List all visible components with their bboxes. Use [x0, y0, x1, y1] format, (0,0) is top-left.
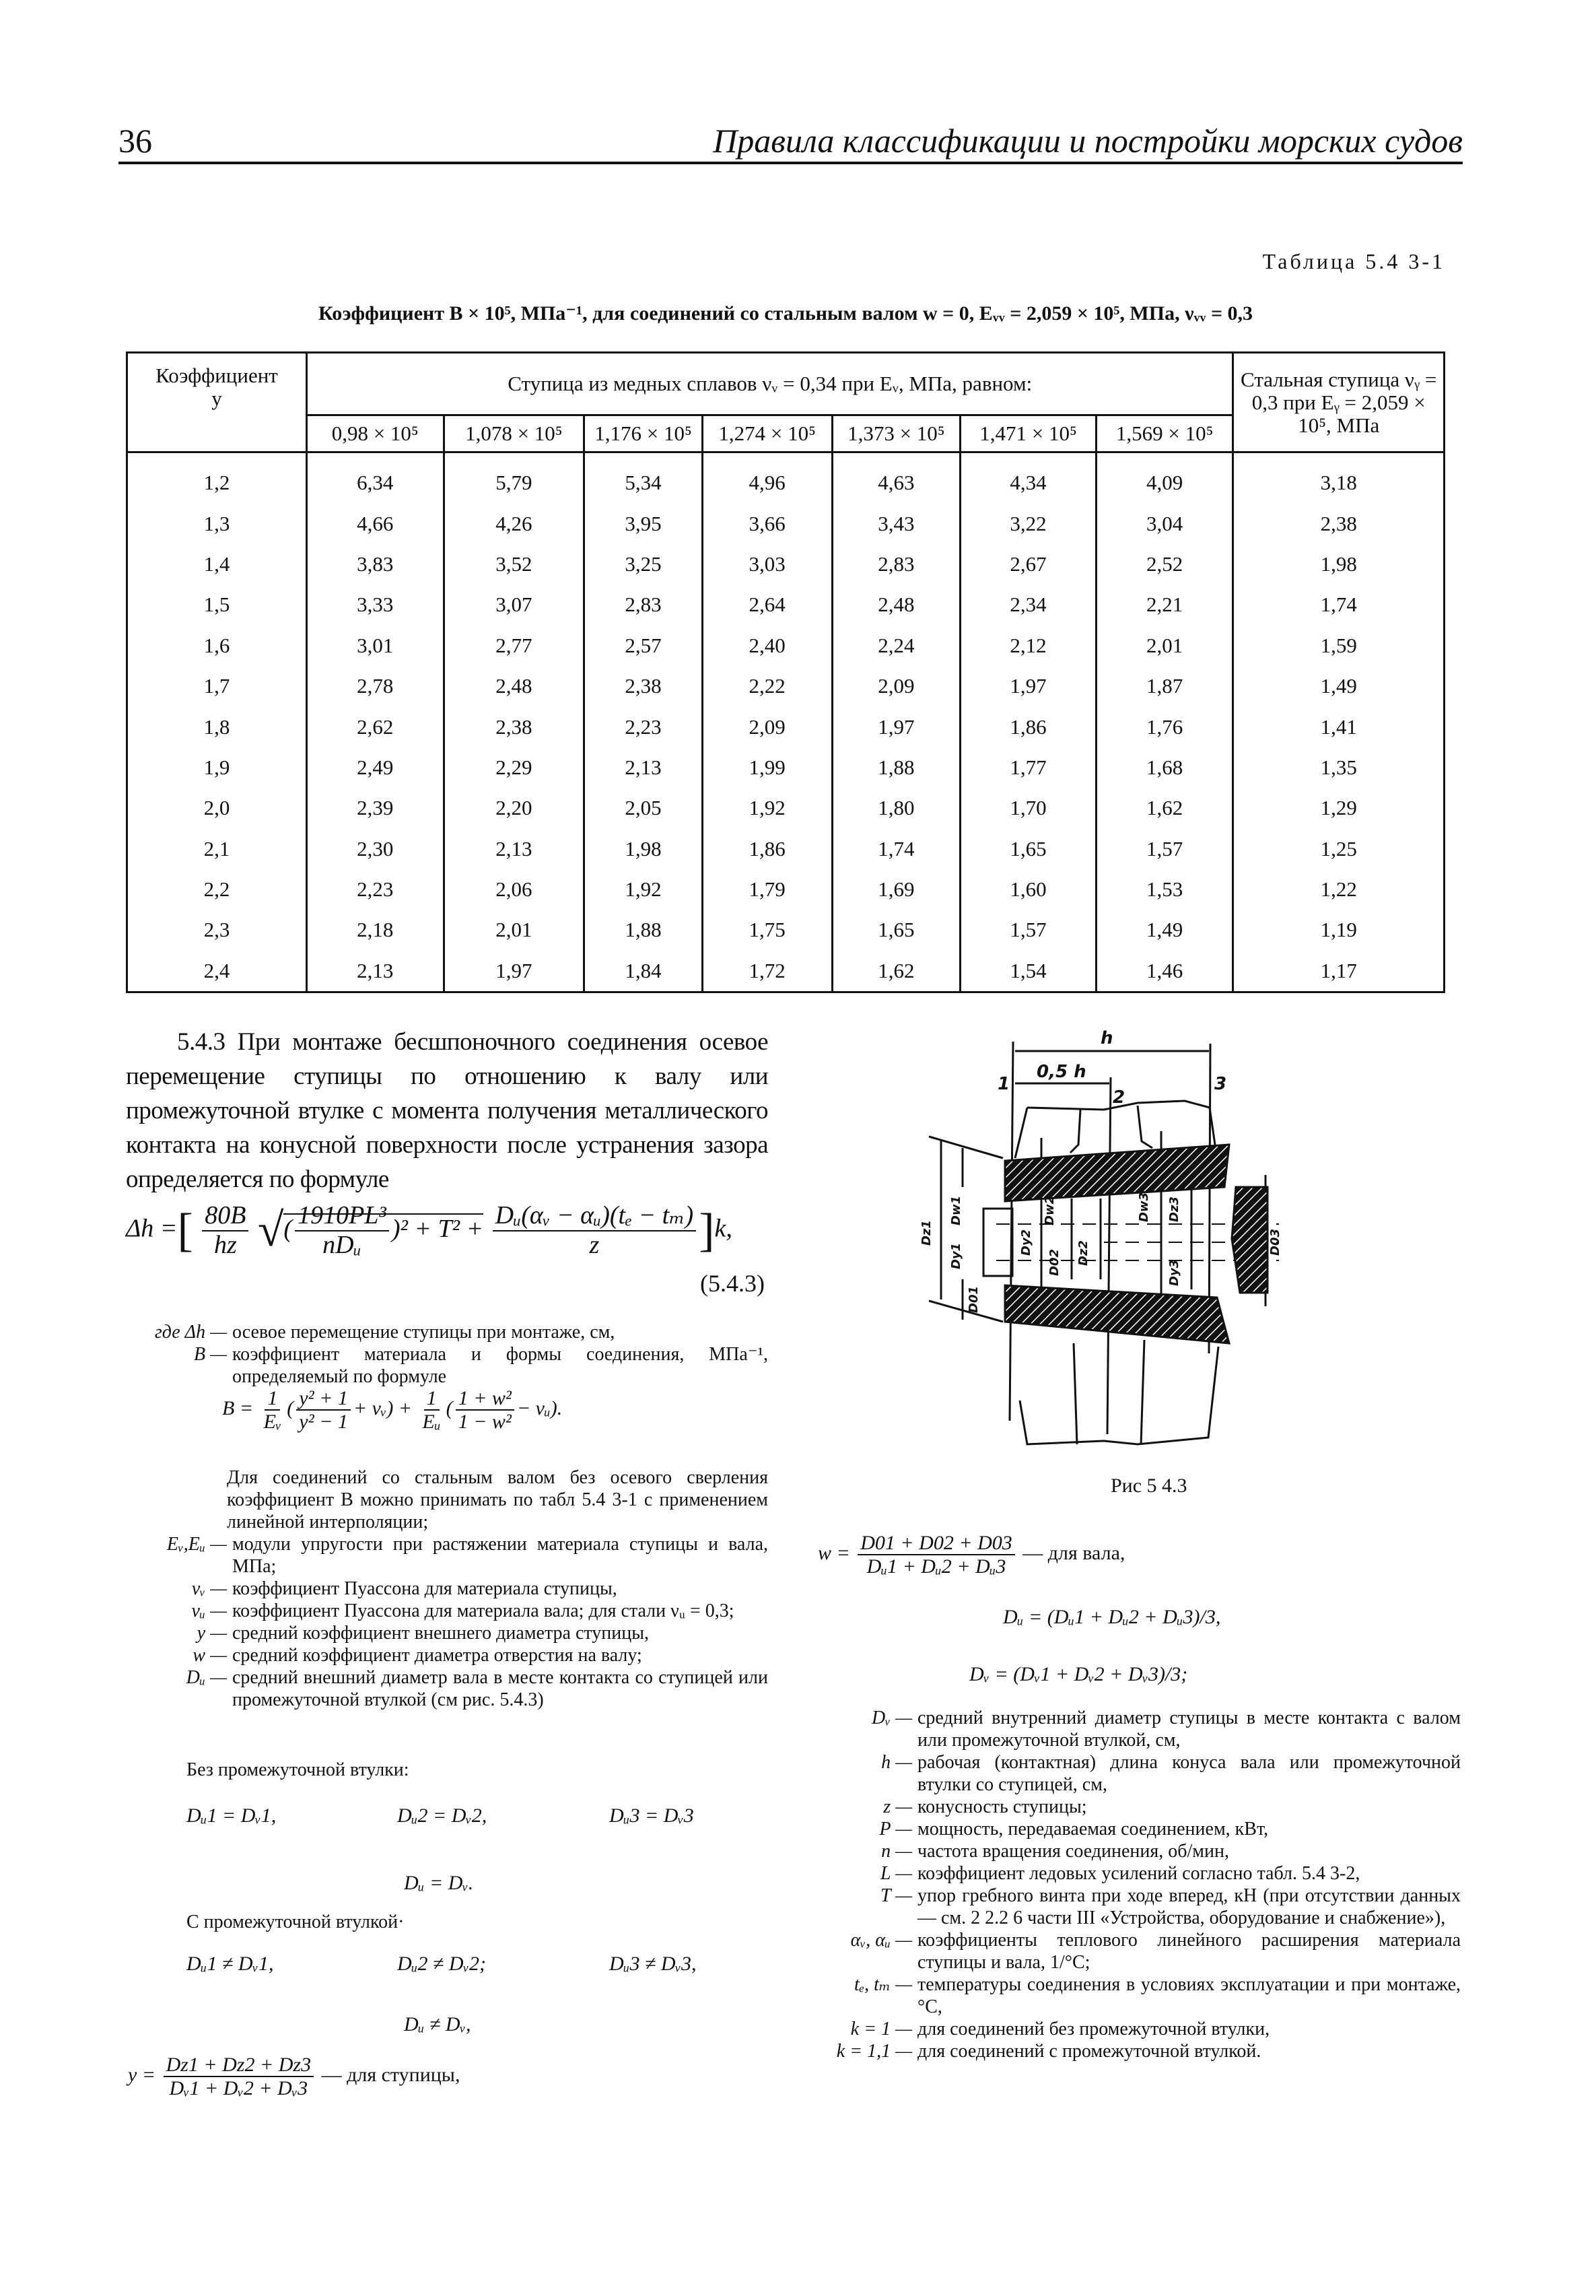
definition-symbol: αᵥ, αᵤ — [850, 1930, 912, 1951]
label-h: h [1101, 1028, 1113, 1048]
value-cell: 3,25 [584, 544, 703, 584]
b-part: − νᵤ). [516, 1396, 563, 1419]
value-cell: 1,76 [1096, 706, 1233, 747]
numerator: 1 [265, 1387, 280, 1411]
definition-symbol: Dᵤ — [186, 1667, 227, 1688]
denominator: 1 − w² [458, 1411, 512, 1433]
table-row [127, 666, 1445, 706]
value-cell: 1,75 [702, 910, 832, 950]
table-row [127, 951, 1445, 992]
table-row [127, 584, 1445, 625]
value-cell: 1,88 [832, 747, 961, 788]
w-lhs: w = [818, 1541, 850, 1564]
definition-text: коэффициент ледовых усилений согласно табл. 5.4 3-2, [917, 1863, 1360, 1884]
fraction [493, 1202, 697, 1260]
value-cell: 2,48 [832, 584, 961, 625]
definition-text: для соединений с промежуточной втулкой. [917, 2041, 1261, 2062]
value-cell: 1,88 [584, 910, 703, 950]
denominator: Eᵥ [263, 1411, 282, 1433]
value-cell: 1,74 [1233, 584, 1445, 625]
value-cell: 1,79 [702, 869, 832, 910]
value-cell: 1,60 [961, 869, 1097, 910]
coefficient-y-cell: 1,7 [127, 666, 307, 706]
eq-with-total: Dᵤ ≠ Dᵥ, [404, 2013, 471, 2035]
value-cell: 1,92 [584, 869, 703, 910]
coefficient-y-cell: 2,2 [127, 869, 307, 910]
value-cell: 2,24 [832, 626, 961, 666]
figure-caption: Рис 5 4.3 [1111, 1475, 1187, 1497]
label-dz3: Dz3 [1167, 1196, 1181, 1222]
value-cell: 2,23 [584, 706, 703, 747]
value-cell: 4,34 [961, 452, 1097, 504]
value-cell: 3,33 [306, 584, 444, 625]
value-cell: 3,01 [306, 626, 444, 666]
value-cell: 2,52 [1096, 544, 1233, 584]
numerator: 1 [424, 1387, 440, 1411]
table-label: Таблица 5.4 3-1 [1262, 249, 1445, 273]
table-row [127, 788, 1445, 828]
value-cell: 1,41 [1233, 706, 1445, 747]
with-sleeve-label: С промежуточной втулкой· [186, 1912, 405, 1932]
numerator: y² + 1 [296, 1387, 351, 1411]
definition-symbol: z — [883, 1796, 912, 1817]
definition-item [818, 2040, 1461, 2062]
section-paragraph: 5.4.3 При монтаже бесшпоночного соединения осевое перемещение ступицы по отношению к валу или промежуточной втулке с момента получения металлического контакта на конусной поверхности после устранения зазора определяется по формуле [126, 1028, 768, 1193]
value-cell: 2,64 [702, 584, 832, 625]
value-cell: 1,80 [832, 788, 961, 828]
coefficient-y-cell: 2,3 [127, 910, 307, 950]
eq-with-3: Dᵤ3 ≠ Dᵥ3, [609, 1953, 697, 1975]
table-row [127, 706, 1445, 747]
label-d03: D03 [1268, 1229, 1282, 1256]
value-cell: 1,46 [1096, 951, 1233, 992]
definition-text: мощность, передаваемая соединением, кВт, [917, 1819, 1269, 1839]
value-cell: 1,57 [1096, 829, 1233, 869]
value-cell: 1,98 [1233, 544, 1445, 584]
definition-text: упор гребного винта при ходе вперед, кН (при отсутствии данных — см. 2 2.2 6 части III «Устройства, оборудование и снабжение»), [917, 1885, 1461, 1928]
value-cell: 1,72 [702, 951, 832, 992]
running-title: Правила классификации и постройки морских судов [713, 122, 1463, 160]
value-cell: 2,23 [306, 869, 444, 910]
definition-text: коэффициенты теплового линейного расширения материала ступицы и вала, 1/°С; [917, 1930, 1461, 1973]
fraction [420, 1387, 444, 1433]
dv-formula: Dᵥ = (Dᵥ1 + Dᵥ2 + Dᵥ3)/3; [969, 1663, 1188, 1685]
value-cell: 2,48 [444, 666, 584, 706]
definition-item [126, 1533, 768, 1578]
formula-lhs: Δh = [126, 1214, 178, 1243]
definition-item [126, 1343, 768, 1388]
value-cell: 2,38 [444, 706, 584, 747]
y-note: — для ступицы, [321, 2063, 460, 2086]
hub-connection-figure [902, 1023, 1282, 1454]
label-dz2: Dz2 [1076, 1240, 1090, 1266]
value-cell: 2,38 [584, 666, 703, 706]
value-cell: 1,59 [1233, 626, 1445, 666]
label-dw3: Dw3 [1137, 1192, 1151, 1222]
definition-text: средний внешний диаметр вала в месте контакта со ступицей или промежуточной втулкой (см рис. 5.4.3) [232, 1667, 768, 1710]
page-number: 36 [118, 122, 152, 160]
definition-symbol: L — [880, 1863, 912, 1884]
table-caption: Коэффициент B × 10⁵, МПа⁻¹, для соединений со стальным валом w = 0, Eᵥᵥ = 2,059 × 10⁵, МПа, νᵥᵥ = 0,3 [318, 302, 1253, 325]
coefficient-y-cell: 1,4 [127, 544, 307, 584]
value-cell: 2,39 [306, 788, 444, 828]
formula-tail: k, [714, 1214, 732, 1243]
header-modulus-2: 1,176 × 10⁵ [584, 415, 703, 452]
value-cell: 1,68 [1096, 747, 1233, 788]
value-cell: 4,96 [702, 452, 832, 504]
numerator: 1 + w² [456, 1387, 514, 1411]
numerator: 1910PL³ [295, 1202, 389, 1231]
label-dw2: Dw2 [1043, 1195, 1057, 1225]
value-cell: 3,04 [1096, 503, 1233, 543]
definition-symbol: B — [194, 1344, 227, 1365]
eq-without-3: Dᵤ3 = Dᵥ3 [609, 1804, 694, 1827]
w-formula [818, 1532, 1125, 1578]
value-cell: 1,70 [961, 788, 1097, 828]
definition-item [126, 1321, 768, 1343]
value-cell: 2,49 [306, 747, 444, 788]
label-section-2: 2 [1113, 1087, 1125, 1108]
value-cell: 2,57 [584, 626, 703, 666]
value-cell: 2,30 [306, 829, 444, 869]
coefficient-y-cell: 1,3 [127, 503, 307, 543]
value-cell: 1,19 [1233, 910, 1445, 950]
label-dw1: Dw1 [949, 1195, 963, 1225]
eq-without-2: Dᵤ2 = Dᵥ2, [397, 1804, 487, 1827]
b-formula: B = $\frac{1}{\text{Eᵥ}}$ ( $\frac{\text{y² + 1}}{\text{y² − 1}}$ + νᵥ) + $\frac{1}{\text{Eᵤ}}$ ( $\frac{\text{1 + w²}}{\text{1 − w²}}$ − νᵤ). [222, 1387, 563, 1433]
definition-symbol: νᵤ — [191, 1600, 227, 1621]
header-modulus-6: 1,569 × 10⁵ [1096, 415, 1233, 452]
value-cell: 5,34 [584, 452, 703, 504]
definition-text: средний внутренний диаметр ступицы в месте контакта с валом или промежуточной втулкой, см, [917, 1708, 1461, 1751]
value-cell: 2,83 [584, 584, 703, 625]
value-cell: 3,43 [832, 503, 961, 543]
label-dy2: Dy2 [1019, 1229, 1033, 1256]
definition-item [818, 1818, 1461, 1840]
header-copper-hub: Ступица из медных сплавов νᵥ = 0,34 при Eᵥ, МПа, равном: [306, 353, 1233, 415]
value-cell: 2,20 [444, 788, 584, 828]
table-row [127, 910, 1445, 950]
header-steel-hub: Стальная ступица νᵧ = 0,3 при Eᵧ = 2,059 × 10⁵, МПа [1233, 353, 1445, 452]
value-cell: 2,29 [444, 747, 584, 788]
definition-symbol: Dᵥ — [872, 1708, 912, 1728]
value-cell: 2,09 [832, 666, 961, 706]
denominator: y² − 1 [299, 1411, 348, 1433]
value-cell: 1,57 [961, 910, 1097, 950]
value-cell: 1,35 [1233, 747, 1445, 788]
definition-symbol: k = 1 — [850, 2019, 912, 2039]
value-cell: 1,87 [1096, 666, 1233, 706]
value-cell: 5,79 [444, 452, 584, 504]
header-rule [118, 162, 1463, 164]
value-cell: 6,34 [306, 452, 444, 504]
label-d02: D02 [1047, 1249, 1062, 1276]
y-lhs: y = [128, 2063, 156, 2086]
denominator: z [589, 1230, 600, 1259]
formula-5-4-3: Δh =[ $\frac{80B}{hz}$ √( $\frac{\text{1910PL³}}{\text{nDᵤ}}$ )² + T² + $\frac{\text{Dᵤ(αᵥ − αᵤ)(tₑ − tₘ)}}{z}$ ]k, [126, 1201, 732, 1259]
value-cell: 2,77 [444, 626, 584, 666]
definition-text: средний коэффициент внешнего диаметра ступицы, [232, 1623, 650, 1644]
definition-symbol: tₑ, tₘ — [854, 1974, 912, 1995]
header-modulus-1: 1,078 × 10⁵ [444, 415, 584, 452]
du-formula: Dᵤ = (Dᵤ1 + Dᵤ2 + Dᵤ3)/3, [1003, 1606, 1221, 1628]
value-cell: 1,22 [1233, 869, 1445, 910]
definition-item [126, 1644, 768, 1666]
value-cell: 1,97 [832, 706, 961, 747]
definition-text: для соединений без промежуточной втулки, [917, 2019, 1270, 2039]
coefficient-y-cell: 2,1 [127, 829, 307, 869]
definition-item [818, 1973, 1461, 2018]
denominator: hz [213, 1230, 237, 1259]
label-dz1: Dz1 [920, 1220, 934, 1246]
definition-symbol: n — [881, 1841, 912, 1862]
definitions-b [126, 1533, 768, 1711]
coefficient-y-cell: 1,8 [127, 706, 307, 747]
value-cell: 1,65 [832, 910, 961, 950]
value-cell: 1,86 [961, 706, 1097, 747]
definitions-c [818, 1707, 1461, 2062]
value-cell: 2,22 [702, 666, 832, 706]
fraction [164, 2054, 314, 2099]
definition-symbol: Eᵥ,Eᵤ — [166, 1534, 227, 1555]
definition-item [818, 2018, 1461, 2040]
b-lhs: B = [222, 1396, 254, 1419]
formula-number: (5.4.3) [700, 1270, 765, 1297]
fraction [456, 1387, 514, 1433]
definition-item [818, 1885, 1461, 1929]
table-row [127, 544, 1445, 584]
fraction [295, 1202, 389, 1260]
eq-without-1: Dᵤ1 = Dᵥ1, [186, 1804, 277, 1827]
value-cell: 1,53 [1096, 869, 1233, 910]
label-section-1: 1 [998, 1074, 1010, 1094]
numerator: Dz1 + Dz2 + Dz3 [164, 2054, 314, 2077]
value-cell: 1,98 [584, 829, 703, 869]
value-cell: 2,05 [584, 788, 703, 828]
value-cell: 1,65 [961, 829, 1097, 869]
value-cell: 1,99 [702, 747, 832, 788]
value-cell: 3,07 [444, 584, 584, 625]
table-note: Для соединений со стальным валом без осевого сверления коэффициент B можно принимать по табл 5.4 3-1 с применением линейной интерполяции; [227, 1467, 768, 1532]
denominator: Dᵤ1 + Dᵤ2 + Dᵤ3 [866, 1555, 1006, 1578]
label-dy3: Dy3 [1167, 1259, 1181, 1286]
value-cell: 1,49 [1096, 910, 1233, 950]
value-cell: 1,62 [1096, 788, 1233, 828]
value-cell: 1,77 [961, 747, 1097, 788]
label-d01: D01 [967, 1286, 981, 1313]
value-cell: 1,25 [1233, 829, 1445, 869]
definition-item [818, 1707, 1461, 1751]
table-row [127, 503, 1445, 543]
definition-item [126, 1666, 768, 1711]
value-cell: 1,97 [961, 666, 1097, 706]
value-cell: 4,09 [1096, 452, 1233, 504]
header-coefficient: Коэффициент y [127, 353, 307, 452]
value-cell: 2,62 [306, 706, 444, 747]
value-cell: 2,83 [832, 544, 961, 584]
coefficient-y-cell: 2,0 [127, 788, 307, 828]
definition-item [818, 1862, 1461, 1885]
denominator: Dᵥ1 + Dᵥ2 + Dᵥ3 [169, 2077, 308, 2099]
value-cell: 2,78 [306, 666, 444, 706]
value-cell: 2,01 [1096, 626, 1233, 666]
without-sleeve-label: Без промежуточной втулки: [186, 1759, 409, 1780]
value-cell: 3,95 [584, 503, 703, 543]
table-row [127, 869, 1445, 910]
value-cell: 3,03 [702, 544, 832, 584]
sqrt-sign: √ [257, 1204, 284, 1256]
value-cell: 1,49 [1233, 666, 1445, 706]
value-cell: 2,13 [444, 829, 584, 869]
bracket-close: ] [699, 1204, 715, 1256]
definition-item [126, 1622, 768, 1644]
label-half-h: 0,5 h [1037, 1062, 1086, 1082]
value-cell: 1,62 [832, 951, 961, 992]
definition-text: температуры соединения в условиях эксплуатации и при монтаже, °С, [917, 1974, 1461, 2017]
value-cell: 3,18 [1233, 452, 1445, 504]
value-cell: 1,97 [444, 951, 584, 992]
value-cell: 3,66 [702, 503, 832, 543]
header-modulus-0: 0,98 × 10⁵ [306, 415, 444, 452]
value-cell: 2,67 [961, 544, 1097, 584]
value-cell: 3,83 [306, 544, 444, 584]
table-row [127, 626, 1445, 666]
w-note: — для вала, [1022, 1541, 1125, 1564]
denominator: nDᵤ [322, 1230, 361, 1259]
header-modulus-4: 1,373 × 10⁵ [832, 415, 961, 452]
definition-symbol: T — [880, 1885, 912, 1906]
value-cell: 3,52 [444, 544, 584, 584]
value-cell: 4,26 [444, 503, 584, 543]
value-cell: 1,92 [702, 788, 832, 828]
value-cell: 1,86 [702, 829, 832, 869]
value-cell: 1,17 [1233, 951, 1445, 992]
definition-text: осевое перемещение ступицы при монтаже, см, [232, 1322, 615, 1343]
y-formula [128, 2054, 460, 2099]
definition-item [818, 1840, 1461, 1862]
table-row [127, 829, 1445, 869]
value-cell: 2,01 [444, 910, 584, 950]
formula-mid: )² + T² + [391, 1214, 484, 1243]
label-dy1: Dy1 [949, 1242, 963, 1269]
definition-symbol: k = 1,1 — [836, 2041, 912, 2062]
value-cell: 2,34 [961, 584, 1097, 625]
definition-symbol: νᵥ — [191, 1578, 227, 1599]
coefficient-y-cell: 1,5 [127, 584, 307, 625]
denominator: Eᵤ [422, 1411, 441, 1433]
value-cell: 4,63 [832, 452, 961, 504]
definition-item [126, 1578, 768, 1600]
numerator: 80B [202, 1202, 248, 1231]
value-cell: 2,21 [1096, 584, 1233, 625]
fraction [261, 1387, 285, 1433]
fraction [858, 1532, 1014, 1578]
definitions-a [126, 1321, 768, 1388]
value-cell: 1,69 [832, 869, 961, 910]
definition-symbol: h — [881, 1752, 912, 1773]
label-section-3: 3 [1214, 1074, 1227, 1094]
value-cell: 1,74 [832, 829, 961, 869]
eq-with-2: Dᵤ2 ≠ Dᵥ2; [397, 1953, 486, 1975]
header-modulus-5: 1,471 × 10⁵ [961, 415, 1097, 452]
value-cell: 2,18 [306, 910, 444, 950]
definition-item [126, 1600, 768, 1622]
value-cell: 2,09 [702, 706, 832, 747]
definition-text: коэффициент Пуассона для материала вала; для стали νᵤ = 0,3; [232, 1600, 734, 1621]
definition-symbol: w — [193, 1645, 227, 1666]
value-cell: 2,40 [702, 626, 832, 666]
definition-text: коэффициент Пуассона для материала ступицы, [232, 1578, 617, 1599]
value-cell: 2,12 [961, 626, 1097, 666]
definition-text: коэффициент материала и формы соединения, МПа⁻¹, определяемый по формуле [232, 1344, 768, 1387]
value-cell: 2,38 [1233, 503, 1445, 543]
eq-without-total: Dᵤ = Dᵥ. [404, 1872, 474, 1894]
b-part: + νᵥ) + [353, 1396, 413, 1419]
definition-item [818, 1751, 1461, 1796]
definition-text: модули упругости при растяжении материала ступицы и вала, МПа; [232, 1534, 768, 1577]
value-cell: 2,06 [444, 869, 584, 910]
coefficient-y-cell: 2,4 [127, 951, 307, 992]
coefficient-y-cell: 1,2 [127, 452, 307, 504]
table-row [127, 747, 1445, 788]
bracket-open: [ [177, 1204, 193, 1256]
definition-text: частота вращения соединения, об/мин, [917, 1841, 1229, 1862]
definition-item [818, 1796, 1461, 1818]
header-modulus-3: 1,274 × 10⁵ [702, 415, 832, 452]
coefficient-y-cell: 1,9 [127, 747, 307, 788]
fraction [202, 1202, 248, 1260]
definition-item [818, 1929, 1461, 1973]
table-row [127, 452, 1445, 504]
value-cell: 2,13 [584, 747, 703, 788]
definition-text: рабочая (контактная) длина конуса вала или промежуточной втулки со ступицей, см, [917, 1752, 1461, 1795]
definition-symbol: P — [879, 1819, 912, 1839]
coefficient-y-cell: 1,6 [127, 626, 307, 666]
value-cell: 1,54 [961, 951, 1097, 992]
value-cell: 2,13 [306, 951, 444, 992]
coefficient-table [126, 351, 1445, 993]
value-cell: 1,84 [584, 951, 703, 992]
value-cell: 1,29 [1233, 788, 1445, 828]
value-cell: 4,66 [306, 503, 444, 543]
fraction [296, 1387, 351, 1433]
numerator: D01 + D02 + D03 [858, 1532, 1014, 1555]
definition-text: конусность ступицы; [917, 1796, 1087, 1817]
value-cell: 3,22 [961, 503, 1097, 543]
numerator: Dᵤ(αᵥ − αᵤ)(tₑ − tₘ) [493, 1202, 697, 1231]
definition-text: средний коэффициент диаметра отверстия на валу; [232, 1645, 642, 1666]
definition-symbol: где Δh — [154, 1322, 227, 1343]
eq-with-1: Dᵤ1 ≠ Dᵥ1, [186, 1953, 274, 1975]
definition-symbol: y — [197, 1623, 227, 1644]
